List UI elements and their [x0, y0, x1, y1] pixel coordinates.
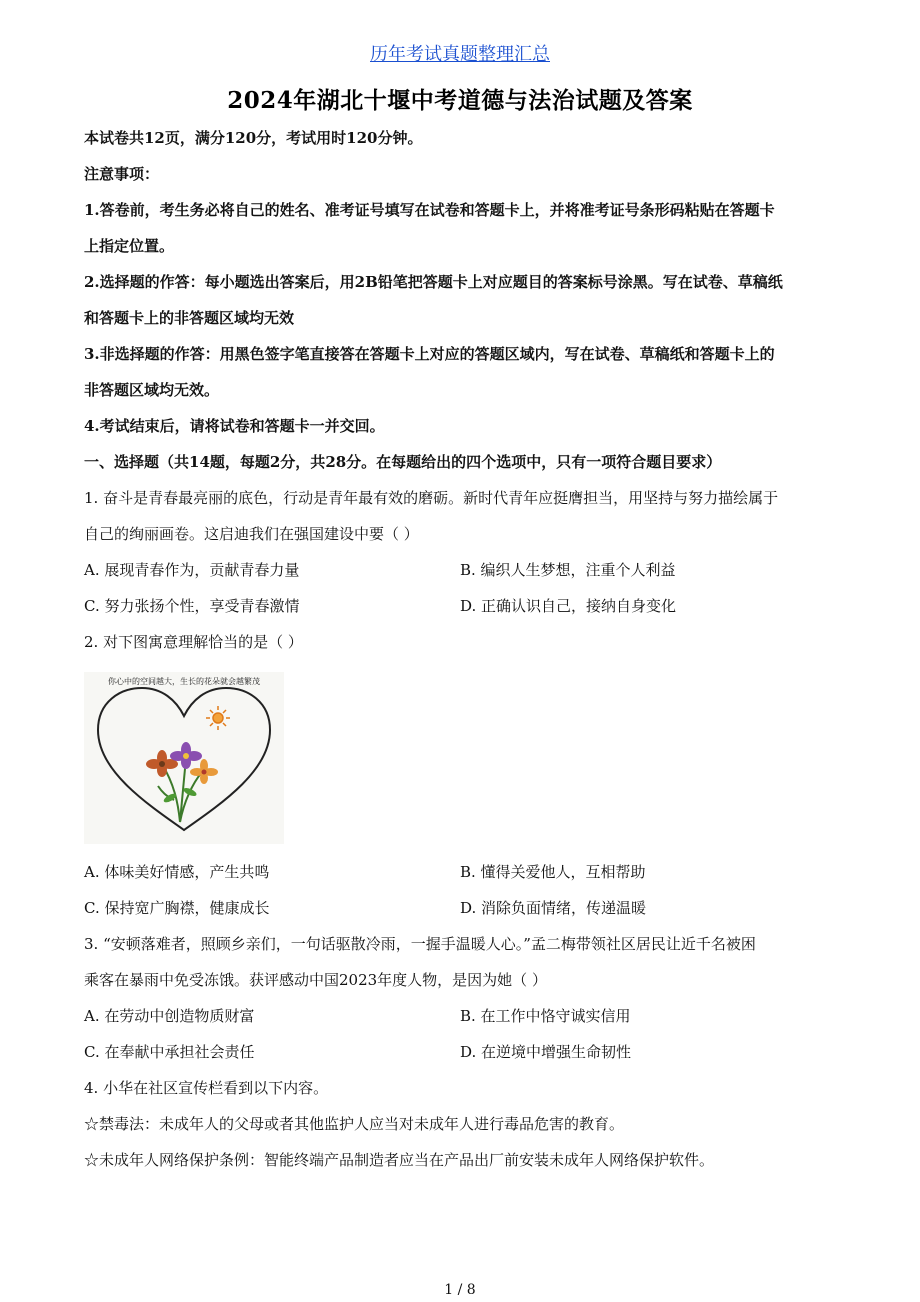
heart-flower-illustration [84, 672, 284, 844]
figure-caption: 你心中的空间越大，生长的花朵就会越繁茂 [108, 677, 260, 686]
note-2-line-2: 和答题卡上的非答题区域均无效 [84, 309, 295, 327]
q1-stem-line-2: 自己的绚丽画卷。这启迪我们在强国建设中要（ ） [84, 525, 419, 543]
page-title: 2024年湖北十堰中考道德与法治试题及答案 [227, 87, 693, 114]
q3-option-d: D. 在逆境中增强生命韧性 [460, 1043, 632, 1061]
note-1-line-1: 1.答卷前，考生务必将自己的姓名、准考证号填写在试卷和答题卡上，并将准考证号条形码粘贴在答题卡 [84, 201, 775, 219]
q4-item-2: ☆未成年人网络保护条例：智能终端产品制造者应当在产品出厂前安装未成年人网络保护软件。 [84, 1151, 715, 1169]
q1-option-b: B. 编织人生梦想，注重个人利益 [460, 561, 676, 579]
q3-option-b: B. 在工作中恪守诚实信用 [460, 1007, 631, 1025]
q1-stem-line-1: 1. 奋斗是青春最亮丽的底色，行动是青年最有效的磨砺。新时代青年应挺膺担当，用坚持与努力描绘属于 [84, 489, 779, 507]
intro-text: 本试卷共12页，满分120分，考试用时120分钟。 [84, 129, 423, 147]
q4-item-1: ☆禁毒法：未成年人的父母或者其他监护人应当对未成年人进行毒品危害的教育。 [84, 1115, 625, 1133]
q1-option-a: A. 展现青春作为，贡献青春力量 [84, 561, 300, 579]
q4-stem: 4. 小华在社区宣传栏看到以下内容。 [84, 1079, 329, 1097]
header-link[interactable]: 历年考试真题整理汇总 [370, 44, 550, 65]
q3-option-c: C. 在奉献中承担社会责任 [84, 1043, 255, 1061]
q3-stem-line-2: 乘客在暴雨中免受冻饿。获评感动中国2023年度人物，是因为她（ ） [84, 971, 547, 989]
note-1-line-2: 上指定位置。 [84, 237, 175, 255]
q3-option-a: A. 在劳动中创造物质财富 [84, 1007, 255, 1025]
q1-option-d: D. 正确认识自己，接纳自身变化 [460, 597, 677, 615]
q2-stem: 2. 对下图寓意理解恰当的是（ ） [84, 633, 303, 651]
section-heading: 一、选择题（共14题，每题2分，共28分。在每题给出的四个选项中，只有一项符合题目要求） [84, 453, 722, 471]
q2-option-c: C. 保持宽广胸襟，健康成长 [84, 899, 270, 917]
note-3-line-1: 3.非选择题的作答：用黑色签字笔直接答在答题卡上对应的答题区域内，写在试卷、草稿纸和答题卡上的 [84, 345, 775, 363]
q2-option-a: A. 体味美好情感，产生共鸣 [84, 863, 270, 881]
q3-stem-line-1: 3. “安顿落难者，照顾乡亲们，一句话驱散冷雨，一握手温暖人心。”孟二梅带领社区居民让近千名被困 [84, 935, 756, 953]
q2-option-d: D. 消除负面情绪，传递温暖 [460, 899, 647, 917]
notes-heading: 注意事项： [84, 165, 160, 183]
q1-option-c: C. 努力张扬个性，享受青春激情 [84, 597, 300, 615]
page-number: 1 / 8 [444, 1282, 476, 1298]
note-2-line-1: 2.选择题的作答：每小题选出答案后，用2B铅笔把答题卡上对应题目的答案标号涂黑。写在试卷、草稿纸 [84, 273, 783, 291]
note-3-line-2: 非答题区域均无效。 [84, 381, 220, 399]
q2-option-b: B. 懂得关爱他人，互相帮助 [460, 863, 646, 881]
heart-flower-drawing [84, 672, 284, 844]
note-4: 4.考试结束后，请将试卷和答题卡一并交回。 [84, 417, 385, 435]
